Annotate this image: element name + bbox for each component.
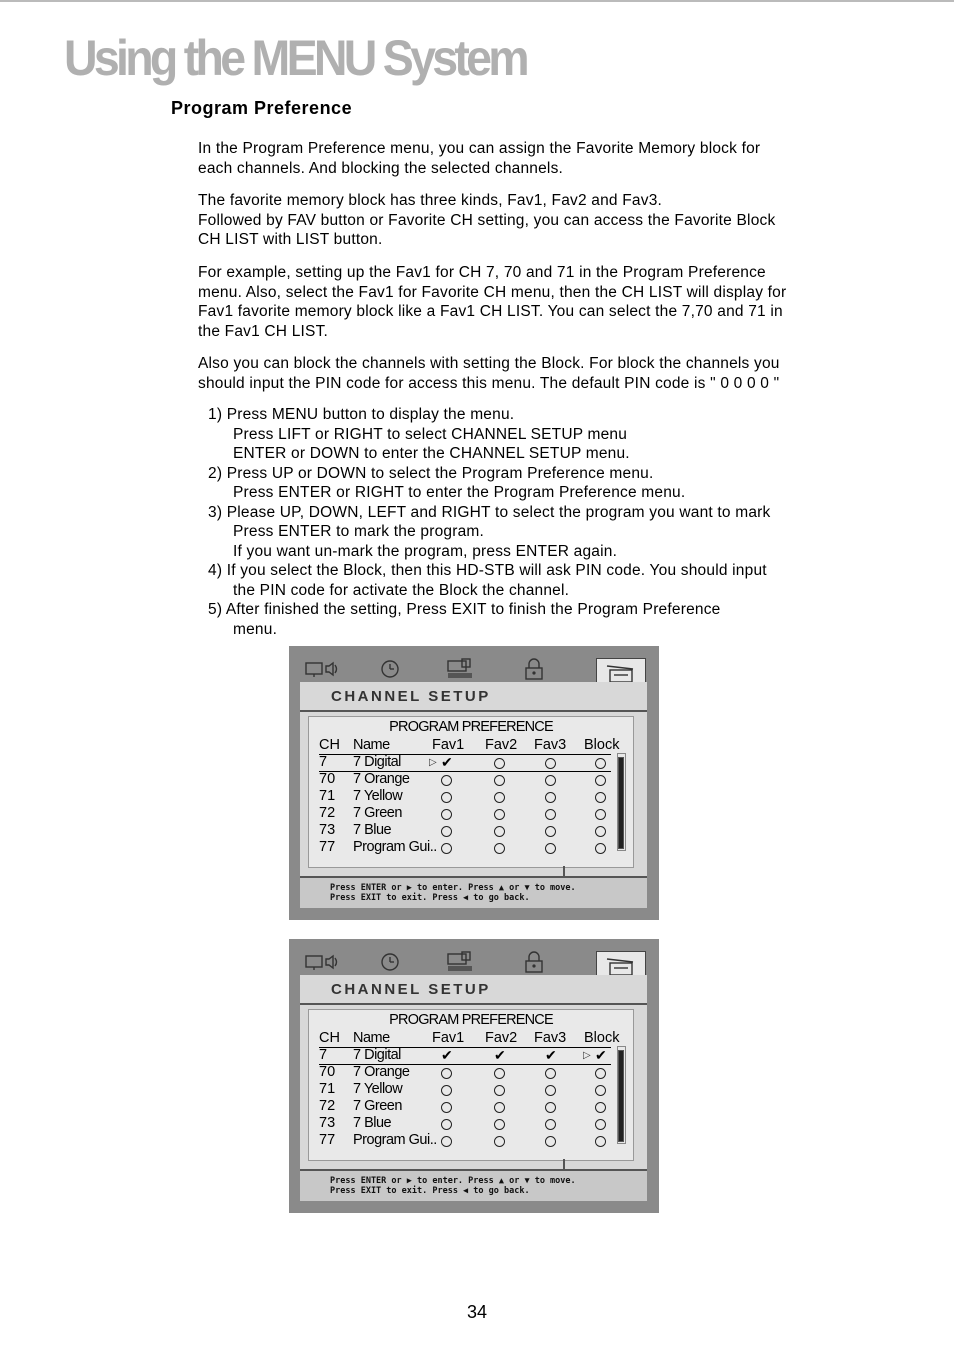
hdmi-icon[interactable]	[438, 949, 482, 975]
radio-empty-icon	[545, 809, 556, 820]
radio-empty-icon	[545, 792, 556, 803]
page-number: 34	[466, 1302, 488, 1322]
radio-empty-icon	[441, 792, 452, 803]
step-3: 3) Please UP, DOWN, LEFT and RIGHT to select the program you want to mark	[208, 503, 771, 521]
radio-empty-icon	[545, 843, 556, 854]
table-row[interactable]	[319, 839, 619, 856]
radio-empty-icon	[441, 809, 452, 820]
mark-fav1[interactable]	[441, 839, 452, 859]
radio-empty-icon	[494, 1136, 505, 1147]
program-preference-title: PROGRAM PREFERENCE	[389, 719, 553, 735]
radio-empty-icon	[545, 1119, 556, 1130]
table-row[interactable]	[319, 771, 619, 788]
column-fav2: Fav2	[485, 737, 518, 753]
program-preference-box	[308, 716, 634, 868]
radio-empty-icon	[441, 1085, 452, 1096]
channel-number: 71	[319, 788, 336, 804]
channel-name: 7 Orange	[353, 771, 410, 787]
radio-empty-icon	[441, 1068, 452, 1079]
osd-setup-title: CHANNEL SETUP	[331, 981, 491, 998]
column-fav1: Fav1	[432, 737, 465, 753]
checkmark-icon: ✔	[595, 1047, 607, 1063]
radio-empty-icon	[545, 758, 556, 769]
channel-number: 77	[319, 839, 336, 855]
osd-icon-bar	[300, 656, 646, 682]
column-block: Block	[584, 737, 620, 753]
table-row[interactable]	[319, 1064, 619, 1081]
channel-name: 7 Blue	[353, 1115, 392, 1131]
scrollbar-thumb[interactable]	[618, 757, 624, 849]
table-row[interactable]	[319, 1132, 619, 1149]
table-header	[319, 737, 619, 754]
channel-name: 7 Green	[353, 805, 402, 821]
mark-fav2[interactable]	[494, 839, 505, 859]
radio-empty-icon	[441, 775, 452, 786]
channel-name: Program Gui..	[353, 1132, 437, 1148]
table-header	[319, 1030, 619, 1047]
lock-icon[interactable]	[512, 949, 556, 975]
steps-list	[208, 405, 898, 639]
checkmark-icon: ✔	[494, 1047, 506, 1063]
radio-empty-icon	[545, 1102, 556, 1113]
osd-help-bar	[300, 1169, 647, 1201]
osd-icon-bar	[300, 949, 646, 975]
cursor-icon: ▷	[429, 757, 437, 768]
radio-empty-icon	[441, 1102, 452, 1113]
clock-icon[interactable]	[368, 949, 412, 975]
channel-number: 70	[319, 771, 336, 787]
mark-fav1[interactable]	[441, 1047, 453, 1065]
column-ch: CH	[319, 1030, 340, 1046]
radio-empty-icon	[545, 1085, 556, 1096]
scrollbar-thumb[interactable]	[618, 1050, 624, 1142]
column-fav3: Fav3	[534, 737, 567, 753]
radio-empty-icon	[494, 809, 505, 820]
radio-empty-icon	[545, 1068, 556, 1079]
table-row[interactable]	[319, 788, 619, 805]
help-line-1: Press ENTER or ▶ to enter. Press ▲ or ▼ to move.	[330, 883, 576, 893]
step-2-detail: Press ENTER or RIGHT to enter the Program Preference menu.	[233, 484, 686, 501]
checkmark-icon: ✔	[441, 754, 453, 770]
channel-number: 70	[319, 1064, 336, 1080]
mark-fav3[interactable]	[545, 1047, 557, 1065]
radio-empty-icon	[494, 843, 505, 854]
osd-screenshot-2	[289, 939, 659, 1213]
table-row[interactable]	[319, 805, 619, 822]
radio-empty-icon	[595, 843, 606, 854]
radio-empty-icon	[595, 1119, 606, 1130]
top-rule	[0, 0, 954, 2]
osd-divider	[300, 710, 647, 712]
channel-name: 7 Yellow	[353, 788, 403, 804]
step-2: 2) Press UP or DOWN to select the Program Preference menu.	[208, 464, 654, 482]
checkmark-icon: ✔	[545, 1047, 557, 1063]
osd-tick	[563, 1159, 565, 1169]
osd-screenshot-1	[289, 646, 659, 920]
radio-empty-icon	[595, 1102, 606, 1113]
radio-empty-icon	[441, 1136, 452, 1147]
mark-fav1[interactable]	[441, 1132, 452, 1152]
table-row[interactable]	[319, 1081, 619, 1098]
section-title: Program Preference	[171, 98, 353, 118]
radio-empty-icon	[494, 826, 505, 837]
radio-empty-icon	[595, 1136, 606, 1147]
table-row[interactable]	[319, 1115, 619, 1132]
table-row[interactable]	[319, 822, 619, 839]
step-3-detail: Press ENTER to mark the program.	[233, 523, 485, 540]
radio-empty-icon	[494, 792, 505, 803]
channel-number: 73	[319, 822, 336, 838]
radio-empty-icon	[494, 1068, 505, 1079]
channel-number: 72	[319, 805, 336, 821]
column-name: Name	[353, 737, 390, 753]
osd-panel	[300, 975, 647, 1199]
mark-fav2[interactable]	[494, 1132, 505, 1152]
tv-audio-icon[interactable]	[300, 656, 344, 682]
radio-empty-icon	[545, 1136, 556, 1147]
help-line-1: Press ENTER or ▶ to enter. Press ▲ or ▼ to move.	[330, 1176, 576, 1186]
channel-number: 7	[319, 754, 328, 770]
lock-icon[interactable]	[512, 656, 556, 682]
radio-empty-icon	[545, 775, 556, 786]
radio-empty-icon	[494, 775, 505, 786]
channel-number: 72	[319, 1098, 336, 1114]
radio-empty-icon	[595, 826, 606, 837]
radio-empty-icon	[494, 758, 505, 769]
radio-empty-icon	[494, 1085, 505, 1096]
channel-name: Program Gui..	[353, 839, 437, 855]
osd-setup-title: CHANNEL SETUP	[331, 688, 491, 705]
channel-number: 71	[319, 1081, 336, 1097]
mark-block[interactable]	[595, 1132, 606, 1152]
channel-name: 7 Orange	[353, 1064, 410, 1080]
step-1-detail: ENTER or DOWN to enter the CHANNEL SETUP menu.	[233, 445, 630, 462]
channel-name: 7 Blue	[353, 822, 392, 838]
osd-help-bar	[300, 876, 647, 908]
paragraph-block: Also you can block the channels with setting the Block. For block the channels you should input the PIN code for access this menu. The default PIN code is " 0 0 0 0 "	[198, 355, 780, 392]
cursor-icon: ▷	[583, 1050, 591, 1061]
radio-empty-icon	[494, 1119, 505, 1130]
radio-empty-icon	[494, 1102, 505, 1113]
mark-fav3[interactable]	[545, 1132, 556, 1152]
help-line-2: Press EXIT to exit. Press ◀ to go back.	[330, 893, 530, 903]
step-1: 1) Press MENU button to display the menu.	[208, 406, 515, 423]
radio-empty-icon	[595, 1068, 606, 1079]
hdmi-icon[interactable]	[438, 656, 482, 682]
table-row[interactable]	[319, 1098, 619, 1115]
table-row[interactable]	[319, 1047, 619, 1064]
radio-empty-icon	[595, 809, 606, 820]
tv-audio-icon[interactable]	[300, 949, 344, 975]
channel-name: 7 Yellow	[353, 1081, 403, 1097]
paragraph-fav-kinds: The favorite memory block has three kinds, Fav1, Fav2 and Fav3. Followed by FAV button or Favorite CH setting, you can access the Favorite Block CH LIST with LIST button.	[198, 192, 776, 248]
program-preference-title: PROGRAM PREFERENCE	[389, 1012, 553, 1028]
mark-block[interactable]	[595, 839, 606, 859]
radio-empty-icon	[595, 758, 606, 769]
help-line-2: Press EXIT to exit. Press ◀ to go back.	[330, 1186, 530, 1196]
program-preference-box	[308, 1009, 634, 1161]
channel-number: 73	[319, 1115, 336, 1131]
radio-empty-icon	[441, 826, 452, 837]
paragraph-example: For example, setting up the Fav1 for CH 7, 70 and 71 in the Program Preference menu. Also, select the Fav1 for Favorite CH menu, then the CH LIST will display for Fav1 favorite memory block like a Fav1 CH LIST. You can select the 7,70 and 71 in the Fav1 CH LIST.	[198, 264, 787, 340]
column-name: Name	[353, 1030, 390, 1046]
step-1-detail: Press LIFT or RIGHT to select CHANNEL SETUP menu	[233, 425, 628, 443]
clock-icon[interactable]	[368, 656, 412, 682]
osd-panel	[300, 682, 647, 906]
radio-empty-icon	[595, 792, 606, 803]
column-fav2: Fav2	[485, 1030, 518, 1046]
page-header-title: Using the MENU System	[64, 30, 526, 86]
table-row[interactable]	[319, 754, 619, 771]
mark-fav3[interactable]	[545, 839, 556, 859]
mark-block[interactable]	[583, 1047, 607, 1065]
step-4: 4) If you select the Block, then this HD-STB will ask PIN code. You should input	[208, 562, 767, 579]
radio-empty-icon	[545, 826, 556, 837]
osd-tick	[563, 866, 565, 876]
channel-number: 77	[319, 1132, 336, 1148]
radio-empty-icon	[441, 1119, 452, 1130]
radio-empty-icon	[595, 775, 606, 786]
mark-fav2[interactable]	[494, 1047, 506, 1065]
channel-number: 7	[319, 1047, 328, 1063]
column-fav1: Fav1	[432, 1030, 465, 1046]
osd-divider	[300, 1003, 647, 1005]
channel-name: 7 Green	[353, 1098, 402, 1114]
radio-empty-icon	[441, 843, 452, 854]
step-3-detail: If you want un-mark the program, press ENTER again.	[233, 542, 618, 560]
channel-name: 7 Digital	[353, 1047, 401, 1063]
channel-name: 7 Digital	[353, 754, 401, 770]
column-fav3: Fav3	[534, 1030, 567, 1046]
paragraph-intro: In the Program Preference menu, you can assign the Favorite Memory block for each channels. And blocking the selected channels.	[198, 140, 761, 177]
column-ch: CH	[319, 737, 340, 753]
column-block: Block	[584, 1030, 620, 1046]
step-5: 5) After finished the setting, Press EXIT to finish the Program Preference	[208, 601, 721, 618]
checkmark-icon: ✔	[441, 1047, 453, 1063]
radio-empty-icon	[595, 1085, 606, 1096]
step-4-detail: the PIN code for activate the Block the channel.	[233, 581, 570, 599]
mark-fav1[interactable]	[429, 754, 453, 772]
step-5-detail: menu.	[233, 620, 278, 638]
